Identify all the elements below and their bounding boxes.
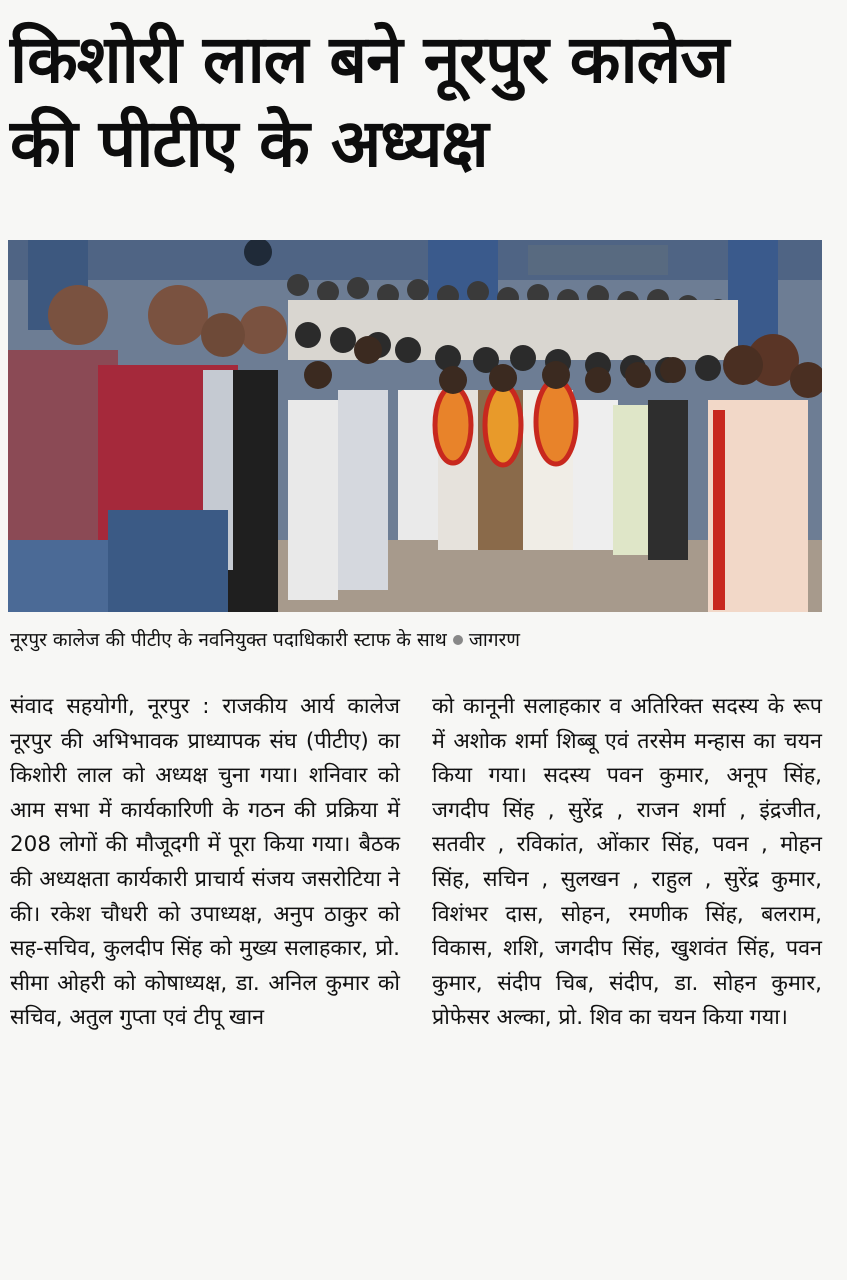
caption-credit: जागरण	[468, 629, 521, 651]
article-right-column: को कानूनी सलाहकार व अतिरिक्त सदस्य के रूप में अशोक शर्मा शिब्बू एवं तरसेम मन्हास का चयन किया गया। सदस्य पवन कुमार, अनूप सिंह, जगदीप सिंह , सुरेंद्र , राजन शर्मा , इंद्रजीत, सतवीर , रविकांत, ओंकार सिंह, पवन , मोहन सिंह, सचिन , सुलखन , राहुल , सुरेंद्र कुमार, विशंभर दास, सोहन, रमणीक सिंह, बलराम, विकास, शशि, जगदीप सिंह, खुशवंत सिंह, पवन कुमार, संदीप चिब, संदीप, डा. सोहन कुमार, प्रोफेसर अल्का, प्रो. शिव का चयन किया गया।	[432, 694, 822, 1031]
headline	[10, 18, 840, 186]
caption-text: नूरपुर कालेज की पीटीए के नवनियुक्त पदाधिकारी स्टाफ के साथ	[10, 629, 447, 651]
headline-line-2: की पीटीए के अध्यक्ष	[10, 105, 488, 182]
group-photo-icon	[8, 240, 822, 612]
headline-line-1: किशोरी लाल बने नूरपुर कालेज	[10, 21, 729, 98]
group-photo	[8, 240, 822, 612]
bullet-icon	[453, 635, 463, 645]
article-left-column: संवाद सहयोगी, नूरपुर : राजकीय आर्य कालेज नूरपुर की अभिभावक प्राध्यापक संघ (पीटीए) का किशोरी लाल को अध्यक्ष चुना गया। शनिवार को आम सभा में कार्यकारिणी के गठन की प्रक्रिया में 208 लोगों की मौजूदगी में पूरा किया गया। बैठक की अध्यक्षता कार्यकारी प्राचार्य संजय जसरोटिया ने की। रकेश चौधरी को उपाध्यक्ष, अनुप ठाकुर को सह-सचिव, कुलदीप सिंह को मुख्य सलाहकार, प्रो. सीमा ओहरी को कोषाध्यक्ष, डा. अनिल कुमार को सचिव, अतुल गुप्ता एवं टीपू खान	[10, 694, 400, 1031]
photo-caption	[10, 626, 830, 654]
